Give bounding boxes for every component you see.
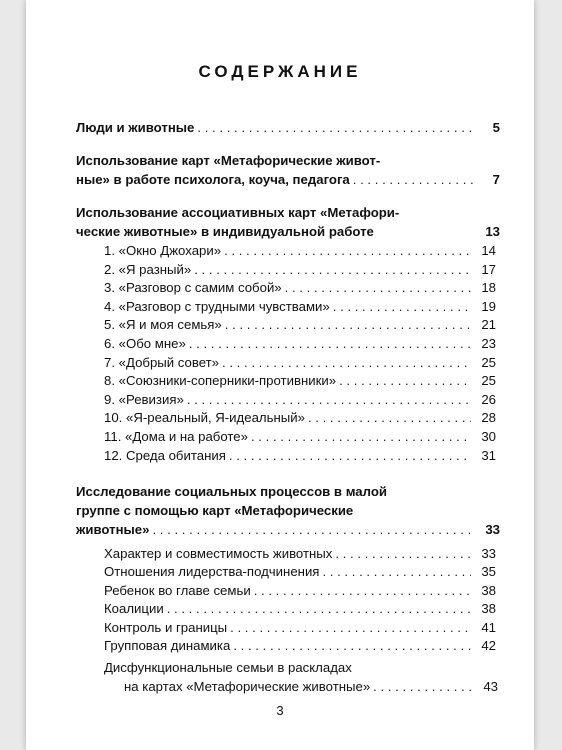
page-number: 3 xyxy=(276,703,284,718)
dot-leader xyxy=(194,260,471,279)
toc-section-title: ные» в работе психолога, коуча, педагога xyxy=(76,172,350,187)
toc-item-title: Ребенок во главе семьи xyxy=(104,582,251,598)
toc-page-number: 5 xyxy=(492,120,500,135)
toc-page-number: 26 xyxy=(481,391,496,407)
toc-item-title: 5. «Я и моя семья» xyxy=(104,317,222,333)
toc-section-title: Использование карт «Метафорические живот- xyxy=(76,153,381,168)
dot-leader xyxy=(152,520,475,539)
toc-page-number: 33 xyxy=(481,546,496,561)
toc-item-title: 3. «Разговор с самим собой» xyxy=(104,280,282,296)
toc-page-number: 43 xyxy=(483,679,498,694)
toc-item-title: Дисфункциональные семьи в раскладах xyxy=(104,660,352,675)
toc-item xyxy=(104,618,496,637)
dot-leader xyxy=(322,562,471,581)
toc-page-number: 25 xyxy=(481,373,496,389)
toc-item xyxy=(76,297,496,316)
dot-leader xyxy=(187,390,471,409)
toc-item xyxy=(76,260,496,279)
toc-item-title: 6. «Обо мне» xyxy=(104,336,186,351)
toc-item xyxy=(76,241,496,260)
toc-item xyxy=(76,353,496,372)
toc-item-title: 2. «Я разный» xyxy=(104,261,192,277)
toc-item-title: 11. «Дома и на работе» xyxy=(104,429,248,444)
toc-item xyxy=(76,427,496,446)
toc-item-title: 4. «Разговор с трудными чувствами» xyxy=(104,298,330,314)
toc-item-title: Коалиции xyxy=(104,601,164,617)
toc-item xyxy=(76,315,496,334)
toc-section xyxy=(76,151,500,189)
toc-section-title: Люди и животные xyxy=(76,120,195,135)
toc-item xyxy=(104,658,498,696)
toc-page-number: 25 xyxy=(481,354,496,370)
dot-leader xyxy=(167,599,471,618)
toc-page-number: 19 xyxy=(481,298,496,314)
toc-item-title: 9. «Ревизия» xyxy=(104,391,184,407)
toc-item-title: 8. «Союзники-соперники-противники» xyxy=(104,373,337,389)
dot-leader xyxy=(353,170,475,189)
toc-item-title: Контроль и границы xyxy=(104,619,228,635)
toc-item-title: на картах «Метафорические животные» xyxy=(124,679,371,694)
toc-section xyxy=(76,118,500,137)
toc-page-number: 42 xyxy=(481,638,496,653)
toc-item xyxy=(76,390,496,409)
dot-leader xyxy=(222,353,471,372)
toc-item xyxy=(76,371,496,390)
dot-leader xyxy=(233,636,471,655)
toc-item xyxy=(76,446,496,465)
dot-leader xyxy=(189,334,471,353)
dot-leader xyxy=(339,371,471,390)
toc-item xyxy=(76,408,496,427)
toc-page-number: 30 xyxy=(481,429,496,444)
dot-leader xyxy=(308,408,471,427)
dot-leader xyxy=(197,118,475,137)
dot-leader xyxy=(225,315,471,334)
toc-item-title: Групповая динамика xyxy=(104,638,231,653)
toc-page-number: 17 xyxy=(481,261,496,277)
toc-page-number: 33 xyxy=(485,522,500,537)
toc-section-title: ческие животные» в индивидуальной работе xyxy=(76,224,374,239)
toc-section-title: группе с помощью карт «Метафорические xyxy=(76,503,354,518)
toc-item xyxy=(104,636,496,655)
toc-item xyxy=(104,581,496,600)
dot-leader xyxy=(251,427,471,446)
toc-page-number: 35 xyxy=(481,564,496,580)
toc-page-number: 14 xyxy=(481,243,496,258)
toc-page-number: 18 xyxy=(481,280,496,296)
toc-item-title: 10. «Я-реальный, Я-идеальный» xyxy=(104,410,305,426)
toc-section xyxy=(76,203,500,241)
toc-page-number: 38 xyxy=(481,601,496,617)
toc-page-number: 7 xyxy=(492,172,500,187)
dot-leader xyxy=(224,241,471,260)
toc-page-number: 28 xyxy=(481,410,496,426)
dot-leader xyxy=(254,581,471,600)
page-title: СОДЕРЖАНИЕ xyxy=(198,62,362,81)
toc-page-number: 13 xyxy=(485,224,500,239)
toc-item xyxy=(76,278,496,297)
toc-item xyxy=(104,562,496,581)
toc-section-title: Исследование социальных процессов в малой xyxy=(76,484,387,499)
toc-page-number: 23 xyxy=(481,336,496,351)
dot-leader xyxy=(285,278,471,297)
dot-leader xyxy=(229,446,471,465)
toc-page-number: 41 xyxy=(481,619,496,635)
toc-page-number: 21 xyxy=(481,317,496,333)
toc-item-title: 12. Среда обитания xyxy=(104,447,226,463)
toc-section-title: Использование ассоциативных карт «Метафори- xyxy=(76,205,400,220)
toc-section xyxy=(76,482,500,539)
dot-leader xyxy=(335,544,471,563)
document-page xyxy=(26,0,534,750)
toc-item-title: 7. «Добрый совет» xyxy=(104,354,220,370)
toc-item-title: 1. «Окно Джохари» xyxy=(104,243,222,258)
toc-section-title: животные» xyxy=(76,522,150,537)
toc-item xyxy=(104,544,496,563)
toc-item-title: Отношения лидерства-подчинения xyxy=(104,564,320,580)
dot-leader xyxy=(333,297,471,316)
toc-page-number: 31 xyxy=(481,447,496,463)
toc-page-number: 38 xyxy=(481,582,496,598)
toc-item xyxy=(76,334,496,353)
dot-leader xyxy=(373,677,473,696)
toc-item xyxy=(104,599,496,618)
dot-leader xyxy=(230,618,471,637)
toc-item-title: Характер и совместимость животных xyxy=(104,546,333,561)
